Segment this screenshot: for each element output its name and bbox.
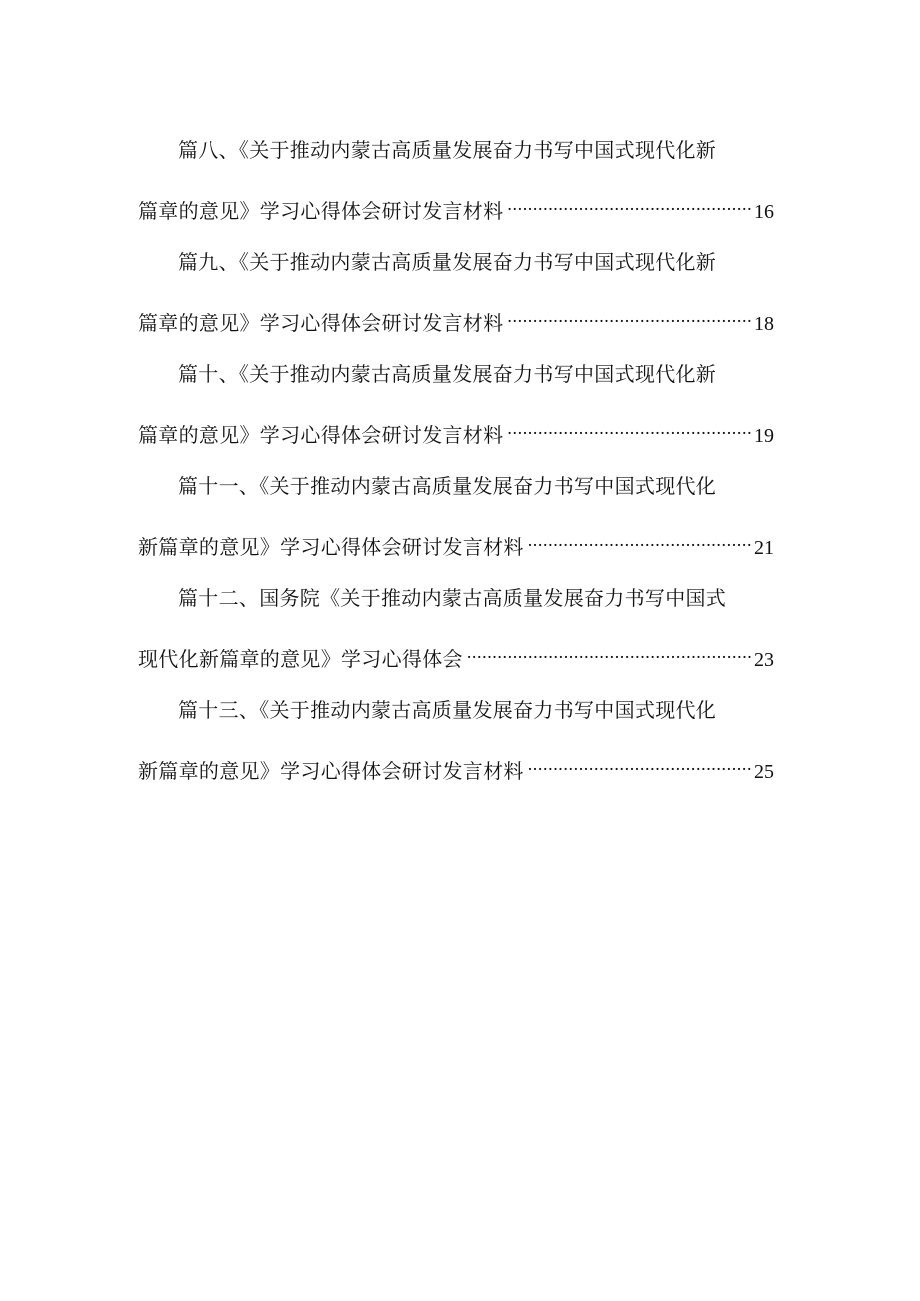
toc-entry-title-line1: 篇九、《关于推动内蒙古高质量发展奋力书写中国式现代化新 xyxy=(178,250,717,274)
toc-entry[interactable] xyxy=(138,240,774,352)
toc-entry[interactable] xyxy=(138,352,774,464)
toc-page-number: 18 xyxy=(754,313,774,335)
toc-entry-title-line1: 篇十一、《关于推动内蒙古高质量发展奋力书写中国式现代化 xyxy=(178,474,717,498)
toc-page-number: 23 xyxy=(754,649,774,671)
dot-leader xyxy=(507,414,752,442)
toc-entry-title-line2 xyxy=(138,638,774,674)
toc-entry[interactable] xyxy=(138,576,774,688)
dot-leader xyxy=(467,638,752,666)
toc-page-number: 16 xyxy=(754,201,774,223)
toc-entry-title-line1: 篇十三、《关于推动内蒙古高质量发展奋力书写中国式现代化 xyxy=(178,698,717,722)
toc-entry-title-line2 xyxy=(138,190,774,226)
dot-leader xyxy=(507,302,752,330)
toc-entry-title-line2 xyxy=(138,526,774,562)
toc-page-number: 19 xyxy=(754,425,774,447)
toc-entry-title-continuation: 篇章的意见》学习心得体会研讨发言材料 xyxy=(138,199,504,223)
toc-entry[interactable] xyxy=(138,688,774,800)
toc-entry[interactable] xyxy=(138,464,774,576)
toc-entry-title-continuation: 篇章的意见》学习心得体会研讨发言材料 xyxy=(138,423,504,447)
dot-leader xyxy=(528,750,752,778)
toc-entry-title-continuation: 新篇章的意见》学习心得体会研讨发言材料 xyxy=(138,535,524,559)
toc-entry-title-line1: 篇十二、国务院《关于推动内蒙古高质量发展奋力书写中国式 xyxy=(178,586,727,610)
toc-entry-title-continuation: 篇章的意见》学习心得体会研讨发言材料 xyxy=(138,311,504,335)
toc-entry-title-continuation: 新篇章的意见》学习心得体会研讨发言材料 xyxy=(138,759,524,783)
table-of-contents xyxy=(138,128,774,800)
toc-page-number: 25 xyxy=(754,761,774,783)
toc-page-number: 21 xyxy=(754,537,774,559)
dot-leader xyxy=(507,190,752,218)
dot-leader xyxy=(528,526,752,554)
toc-entry-title-line2 xyxy=(138,750,774,786)
toc-entry-title-line2 xyxy=(138,414,774,450)
toc-entry-title-line1: 篇八、《关于推动内蒙古高质量发展奋力书写中国式现代化新 xyxy=(178,138,717,162)
toc-entry-title-line1: 篇十、《关于推动内蒙古高质量发展奋力书写中国式现代化新 xyxy=(178,362,717,386)
toc-entry-title-continuation: 现代化新篇章的意见》学习心得体会 xyxy=(138,647,463,671)
toc-entry[interactable] xyxy=(138,128,774,240)
toc-entry-title-line2 xyxy=(138,302,774,338)
